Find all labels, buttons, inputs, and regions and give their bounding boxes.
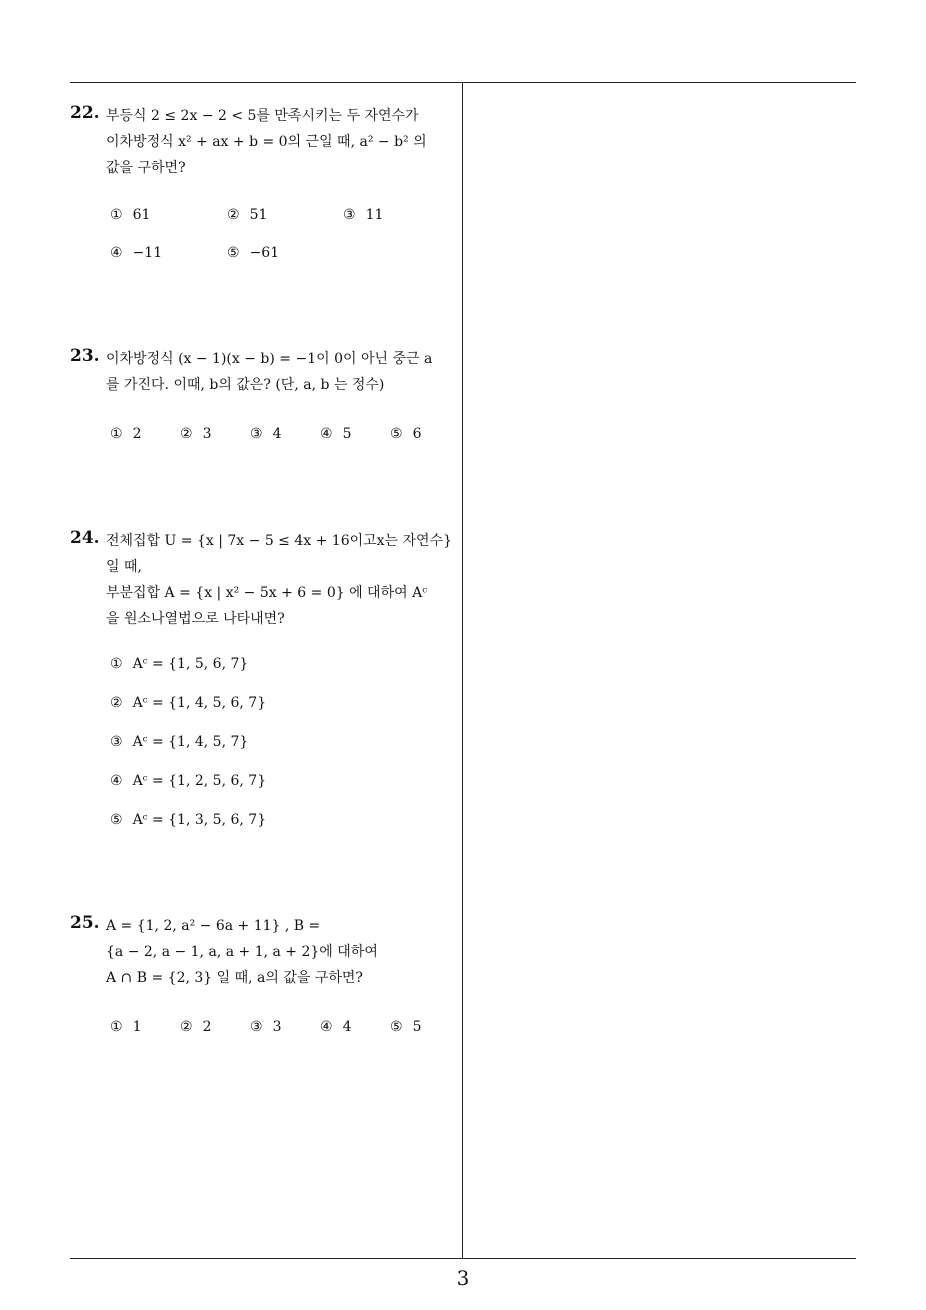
- stem-line: 일 때,: [106, 559, 142, 575]
- problem-25: [70, 913, 450, 1043]
- option-text: Aᶜ = {1, 3, 5, 6, 7}: [132, 812, 267, 828]
- option-5[interactable]: [110, 812, 266, 828]
- option-text: 4: [342, 1019, 352, 1035]
- option-mark: ⑤: [110, 812, 123, 828]
- option-mark: ④: [110, 773, 123, 789]
- option-4[interactable]: [110, 773, 266, 789]
- option-4[interactable]: [110, 245, 162, 261]
- option-mark: ②: [110, 695, 123, 711]
- option-2[interactable]: [180, 426, 211, 442]
- option-text: Aᶜ = {1, 5, 6, 7}: [132, 656, 249, 672]
- option-text: 3: [272, 1019, 282, 1035]
- option-text: 2: [132, 426, 142, 442]
- stem-line: 을 원소나열법으로 나타내면?: [106, 611, 285, 627]
- column-divider: [462, 82, 463, 1258]
- stem-line: A ∩ B = {2, 3} 일 때, a의 값을 구하면?: [106, 970, 363, 986]
- stem-line: 전체집합 U = {x | 7x − 5 ≤ 4x + 16이고x는 자연수}: [106, 533, 453, 549]
- option-mark: ②: [227, 207, 240, 223]
- option-2[interactable]: [227, 207, 267, 223]
- option-4[interactable]: [320, 1019, 351, 1035]
- problem-stem: [106, 913, 456, 991]
- option-mark: ③: [250, 1019, 263, 1035]
- option-text: 2: [202, 1019, 212, 1035]
- option-mark: ④: [320, 426, 333, 442]
- option-mark: ⑤: [390, 1019, 403, 1035]
- option-1[interactable]: [110, 207, 150, 223]
- problem-number: 25.: [70, 913, 100, 933]
- page-number: 3: [456, 1266, 470, 1290]
- option-1[interactable]: [110, 656, 248, 672]
- option-text: 4: [272, 426, 282, 442]
- problem-stem: [106, 103, 456, 181]
- option-text: Aᶜ = {1, 4, 5, 7}: [132, 734, 249, 750]
- option-text: 51: [249, 207, 268, 223]
- stem-line: 값을 구하면?: [106, 160, 186, 176]
- option-3[interactable]: [250, 1019, 281, 1035]
- option-mark: ④: [320, 1019, 333, 1035]
- option-mark: ②: [180, 1019, 193, 1035]
- problem-24: [70, 528, 453, 838]
- option-5[interactable]: [227, 245, 279, 261]
- option-mark: ①: [110, 656, 123, 672]
- stem-line: A = {1, 2, a² − 6a + 11} , B =: [106, 918, 321, 934]
- option-mark: ③: [110, 734, 123, 750]
- stem-line: {a − 2, a − 1, a, a + 1, a + 2}에 대하여: [106, 944, 378, 960]
- stem-line: 이차방정식 x² + ax + b = 0의 근일 때, a² − b² 의: [106, 134, 427, 150]
- option-3[interactable]: [250, 426, 281, 442]
- problem-number: 22.: [70, 103, 100, 123]
- footer-rule: [70, 1258, 856, 1259]
- option-mark: ③: [250, 426, 263, 442]
- option-5[interactable]: [390, 426, 421, 442]
- stem-line: 이차방정식 (x − 1)(x − b) = −1이 0이 아닌 중근 a: [106, 351, 433, 367]
- option-mark: ①: [110, 207, 123, 223]
- problem-22: [70, 103, 450, 273]
- stem-line: 부등식 2 ≤ 2x − 2 < 5를 만족시키는 두 자연수가: [106, 108, 419, 124]
- option-3[interactable]: [343, 207, 383, 223]
- option-mark: ①: [110, 426, 123, 442]
- option-1[interactable]: [110, 1019, 141, 1035]
- option-text: Aᶜ = {1, 4, 5, 6, 7}: [132, 695, 267, 711]
- option-mark: ①: [110, 1019, 123, 1035]
- option-text: 6: [412, 426, 422, 442]
- option-mark: ⑤: [390, 426, 403, 442]
- stem-line: 부분집합 A = {x | x² − 5x + 6 = 0} 에 대하여 Aᶜ: [106, 585, 428, 601]
- option-text: −11: [132, 245, 163, 261]
- problem-23: [70, 346, 450, 456]
- option-2[interactable]: [110, 695, 266, 711]
- option-2[interactable]: [180, 1019, 211, 1035]
- option-1[interactable]: [110, 426, 141, 442]
- header-rule: [70, 82, 856, 83]
- option-text: 5: [342, 426, 352, 442]
- option-4[interactable]: [320, 426, 351, 442]
- option-mark: ⑤: [227, 245, 240, 261]
- problem-number: 24.: [70, 528, 100, 548]
- option-text: Aᶜ = {1, 2, 5, 6, 7}: [132, 773, 267, 789]
- option-text: 61: [132, 207, 151, 223]
- option-text: 5: [412, 1019, 422, 1035]
- option-text: −61: [249, 245, 280, 261]
- option-mark: ②: [180, 426, 193, 442]
- problem-stem: [106, 528, 456, 632]
- problem-number: 23.: [70, 346, 100, 366]
- problem-stem: [106, 346, 456, 398]
- option-text: 11: [365, 207, 384, 223]
- option-5[interactable]: [390, 1019, 421, 1035]
- option-mark: ③: [343, 207, 356, 223]
- stem-line: 를 가진다. 이때, b의 값은? (단, a, b 는 정수): [106, 377, 385, 393]
- option-text: 1: [132, 1019, 142, 1035]
- option-mark: ④: [110, 245, 123, 261]
- option-3[interactable]: [110, 734, 248, 750]
- option-text: 3: [202, 426, 212, 442]
